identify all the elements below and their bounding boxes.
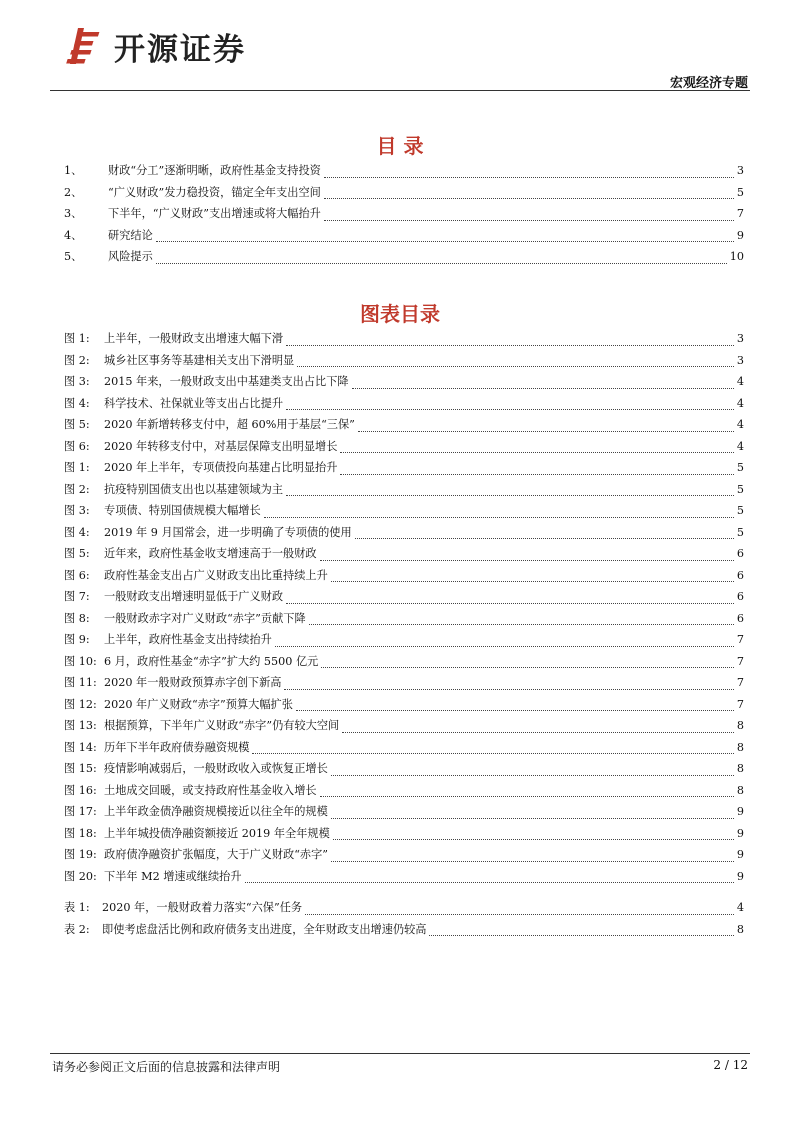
figure-entry-page: 9 [736,826,744,840]
figure-entry-text: 城乡社区事务等基建相关支出下滑明显 [104,353,295,367]
footer-divider [50,1053,750,1054]
dot-leader [324,197,734,199]
figure-entry[interactable] [64,438,744,460]
figure-entry-number: 图 11: [64,676,97,689]
figure-entry[interactable] [64,782,744,804]
figure-entry-text: 土地成交回暖，或支持政府性基金收入增长 [104,783,317,797]
figure-entry-label [64,739,249,755]
figure-entry-label [64,395,283,411]
figure-entry-number: 图 8: [64,611,90,625]
dot-leader [321,666,734,668]
figure-entry-number: 图 15: [64,762,97,775]
figure-entry-number: 图 6: [64,439,90,453]
dot-leader [331,580,734,582]
toc-entry-number: 4、 [64,228,83,242]
figure-entry-label [64,545,317,561]
toc-entry-page: 7 [736,207,744,220]
brand-logo [64,24,246,68]
figure-entry[interactable] [64,868,744,890]
figure-entry-page: 6 [736,568,744,582]
dot-leader [245,881,734,883]
figure-entry-page: 5 [736,482,744,496]
figure-entry[interactable] [64,545,744,567]
table-entry[interactable] [64,899,744,921]
toc-entry[interactable] [64,184,744,206]
figure-entry-page: 3 [736,332,744,345]
figure-entry[interactable] [64,567,744,589]
figure-entry-label [64,803,328,819]
figure-entry-label [64,760,328,776]
toc-entry-text: 财政“分工”逐渐明晰，政府性基金支持投资 [108,164,321,177]
figure-entry-number: 图 13: [64,719,97,732]
figure-entry-number: 图 4: [64,525,90,539]
toc-entry-number: 1、 [64,164,83,177]
figure-entry[interactable] [64,674,744,696]
toc-entry-page: 9 [736,228,744,242]
figure-entry-number: 图 3: [64,375,90,388]
figure-entry-number: 图 17: [64,805,97,818]
toc-entry-page: 5 [736,185,744,199]
figure-entry[interactable] [64,631,744,653]
toc-entry-label [64,248,153,264]
figure-entry-label [64,588,283,604]
dot-leader [342,731,734,733]
page-header [0,0,800,92]
figure-entry-page: 9 [736,848,744,861]
figure-entry-number: 图 5: [64,547,90,560]
figure-entry-label [64,610,306,626]
figure-entry-text: 疫情影响减弱后，一般财政收入或恢复正增长 [104,762,328,775]
figure-entry-page: 8 [736,719,744,732]
table-entry-label [64,899,302,915]
figure-entry-page: 5 [736,504,744,517]
figure-entry-label [64,459,337,475]
toc-title: 目 录 [376,134,424,158]
figure-entry-label [64,653,318,669]
dot-leader [331,817,734,819]
toc-entry-text: “广义财政”发力稳投资，锚定全年支出空间 [108,185,321,199]
figure-entry-text: 根据预算，下半年广义财政“赤字”仍有较大空间 [104,719,340,732]
dot-leader [331,860,734,862]
figure-entry-number: 图 18: [64,826,97,840]
figure-entry-page: 8 [736,740,744,754]
figure-entry[interactable] [64,760,744,782]
dot-leader [331,774,734,776]
figure-entry-number: 图 5: [64,418,90,431]
figures-list [64,330,744,889]
toc-entry-number: 5、 [64,250,83,263]
figure-entry-text: 2020 年新增转移支付中，超 60%用于基层“三保” [104,418,355,431]
table-entry-number: 表 1: [64,901,90,914]
figure-entry-page: 5 [736,461,744,474]
figure-entry-number: 图 12: [64,697,97,711]
figure-entry-text: 专项债、特别国债规模大幅增长 [104,504,261,517]
dot-leader [156,240,734,242]
figure-entry[interactable] [64,696,744,718]
dot-leader [286,602,734,604]
dot-leader [296,709,734,711]
figure-entry-page: 4 [736,439,744,453]
figure-entry[interactable] [64,653,744,675]
figure-entry[interactable] [64,395,744,417]
toc-entry-number: 3、 [64,207,83,220]
figure-entry-label [64,567,328,583]
figure-entry-number: 图 2: [64,353,90,367]
dot-leader [358,430,734,432]
figure-entry-page: 7 [736,676,744,689]
kaiyuan-logo-icon [64,24,108,68]
dot-leader [252,752,733,754]
figure-entry-label [64,502,261,518]
figure-entry[interactable] [64,481,744,503]
figure-entry[interactable] [64,803,744,825]
figure-entry-number: 图 16: [64,783,97,797]
dot-leader [320,795,734,797]
figure-entry-page: 8 [736,762,744,775]
toc-list [64,162,744,270]
figure-entry-label [64,846,328,862]
header-divider [50,90,750,91]
figure-entry[interactable] [64,825,744,847]
dot-leader [355,537,734,539]
figure-entry-page: 4 [736,396,744,410]
figure-entry-text: 2020 年上半年，专项债投向基建占比明显抬升 [104,461,338,474]
figure-entry-text: 科学技术、社保就业等支出占比提升 [104,396,284,410]
figure-entry-text: 历年下半年政府债券融资规模 [104,740,250,754]
figure-entry-page: 6 [736,611,744,625]
figure-entry-page: 9 [736,805,744,818]
figure-entry-number: 图 7: [64,590,90,603]
figure-entry-label [64,373,349,389]
dot-leader [286,408,734,410]
figure-entry-text: 上半年，一般财政支出增速大幅下滑 [104,332,284,345]
figure-entry-page: 4 [736,375,744,388]
figure-entry-label [64,868,242,884]
toc-entry-page: 10 [729,250,744,263]
figure-entry-page: 9 [736,869,744,883]
figure-entry-page: 8 [736,783,744,797]
figure-entry-text: 抗疫特别国债支出也以基建领域为主 [104,482,284,496]
figure-entry-text: 政府性基金支出占广义财政支出比重持续上升 [104,568,328,582]
toc-entry[interactable] [64,227,744,249]
toc-entry[interactable] [64,248,744,270]
dot-leader [264,516,734,518]
figure-entry-page: 5 [736,525,744,539]
figure-entry[interactable] [64,416,744,438]
figure-entry-text: 政府债净融资扩张幅度，大于广义财政“赤字” [104,848,329,861]
table-entry-label [64,921,426,937]
page-indicator: 2 / 12 [713,1058,748,1072]
dot-leader [286,344,734,346]
figure-entry-text: 近年来，政府性基金收支增速高于一般财政 [104,547,317,560]
dot-leader [309,623,734,625]
dot-leader [324,176,734,178]
figure-entry-label [64,352,294,368]
figure-entry-page: 6 [736,547,744,560]
figure-entry-text: 2020 年一般财政预算赤字创下新高 [104,676,282,689]
table-entry-text: 即使考虑盘活比例和政府债务支出进度，全年财政支出增速仍较高 [102,922,427,936]
figures-title: 图表目录 [360,302,440,326]
toc-entry-number: 2、 [64,185,83,199]
figure-entry-number: 图 4: [64,396,90,410]
dot-leader [297,365,734,367]
table-entry-text: 2020 年，一般财政着力落实“六保”任务 [102,901,303,914]
figure-entry-label [64,696,293,712]
tables-list [64,899,744,942]
figure-entry-text: 2020 年广义财政“赤字”预算大幅扩张 [104,697,293,711]
figure-entry-page: 7 [736,697,744,711]
table-entry[interactable] [64,921,744,943]
figure-entry-label [64,416,355,432]
toc-entry-label [64,227,153,243]
toc-entry-page: 3 [736,164,744,177]
table-entry-number: 表 2: [64,922,90,936]
dot-leader [333,838,734,840]
footer-disclaimer: 请务必参阅正文后面的信息披露和法律声明 [52,1060,281,1074]
figure-entry[interactable] [64,846,744,868]
figure-entry-page: 6 [736,590,744,603]
table-entry-page: 4 [736,901,744,914]
figure-entry-text: 上半年城投债净融资额接近 2019 年全年规模 [104,826,330,840]
dot-leader [352,387,734,389]
dot-leader [320,559,734,561]
figure-entry-text: 一般财政赤字对广义财政“赤字”贡献下降 [104,611,306,625]
figure-entry-text: 下半年 M2 增速或继续抬升 [104,869,242,883]
toc-entry-label [64,205,321,221]
toc-entry-label [64,162,321,178]
figure-entry-label [64,330,283,346]
figure-entry[interactable] [64,524,744,546]
figure-entry[interactable] [64,352,744,374]
figure-entry[interactable] [64,459,744,481]
dot-leader [275,645,734,647]
figure-entry-page: 3 [736,353,744,367]
toc-entry[interactable] [64,162,744,184]
figure-entry-number: 图 9: [64,633,90,646]
figure-entry-label [64,631,272,647]
report-type: 宏观经济专题 [669,76,748,91]
figure-entry-number: 图 19: [64,848,97,861]
dot-leader [305,913,734,915]
figure-entry-page: 7 [736,633,744,646]
figure-entry-text: 2015 年来，一般财政支出中基建类支出占比下降 [104,375,349,388]
figure-entry[interactable] [64,610,744,632]
figure-entry-label [64,481,283,497]
figure-entry-label [64,782,317,798]
dot-leader [156,262,727,264]
figure-entry-number: 图 3: [64,504,90,517]
figure-entry[interactable] [64,502,744,524]
figure-entry[interactable] [64,330,744,352]
figure-entry-number: 图 6: [64,568,90,582]
dot-leader [284,688,733,690]
toc-entry[interactable] [64,205,744,227]
toc-entry-label [64,184,321,200]
figure-entry-text: 上半年政金债净融资规模接近以往全年的规模 [104,805,328,818]
figure-entry-text: 2020 年转移支付中，对基层保障支出明显增长 [104,439,338,453]
figure-entry-number: 图 2: [64,482,90,496]
figure-entry-page: 4 [736,418,744,431]
dot-leader [429,934,733,936]
figure-entry[interactable] [64,588,744,610]
figure-entry-number: 图 1: [64,461,90,474]
figure-entry-text: 2019 年 9 月国常会，进一步明确了专项债的使用 [104,525,352,539]
dot-leader [340,473,733,475]
dot-leader [324,219,734,221]
figure-entry[interactable] [64,717,744,739]
toc-entry-text: 研究结论 [108,228,153,242]
figure-entry-number: 图 20: [64,869,97,883]
figure-entry[interactable] [64,373,744,395]
figure-entry-text: 一般财政支出增速明显低于广义财政 [104,590,284,603]
figure-entry-text: 6 月，政府性基金“赤字”扩大约 5500 亿元 [104,654,319,668]
figure-entry-label [64,717,339,733]
toc-entry-text: 下半年，“广义财政”支出增速或将大幅抬升 [108,207,321,220]
figure-entry-label [64,524,352,540]
toc-entry-text: 风险提示 [108,250,153,263]
dot-leader [340,451,733,453]
dot-leader [286,494,734,496]
figure-entry[interactable] [64,739,744,761]
table-entry-page: 8 [736,922,744,936]
figure-entry-page: 7 [736,654,744,668]
figure-entry-number: 图 1: [64,332,90,345]
figure-entry-label [64,674,281,690]
figure-entry-label [64,438,337,454]
figure-entry-number: 图 10: [64,654,97,668]
brand-name: 开源证券 [114,31,246,68]
figure-entry-label [64,825,330,841]
figure-entry-number: 图 14: [64,740,97,754]
figure-entry-text: 上半年，政府性基金支出持续抬升 [104,633,272,646]
